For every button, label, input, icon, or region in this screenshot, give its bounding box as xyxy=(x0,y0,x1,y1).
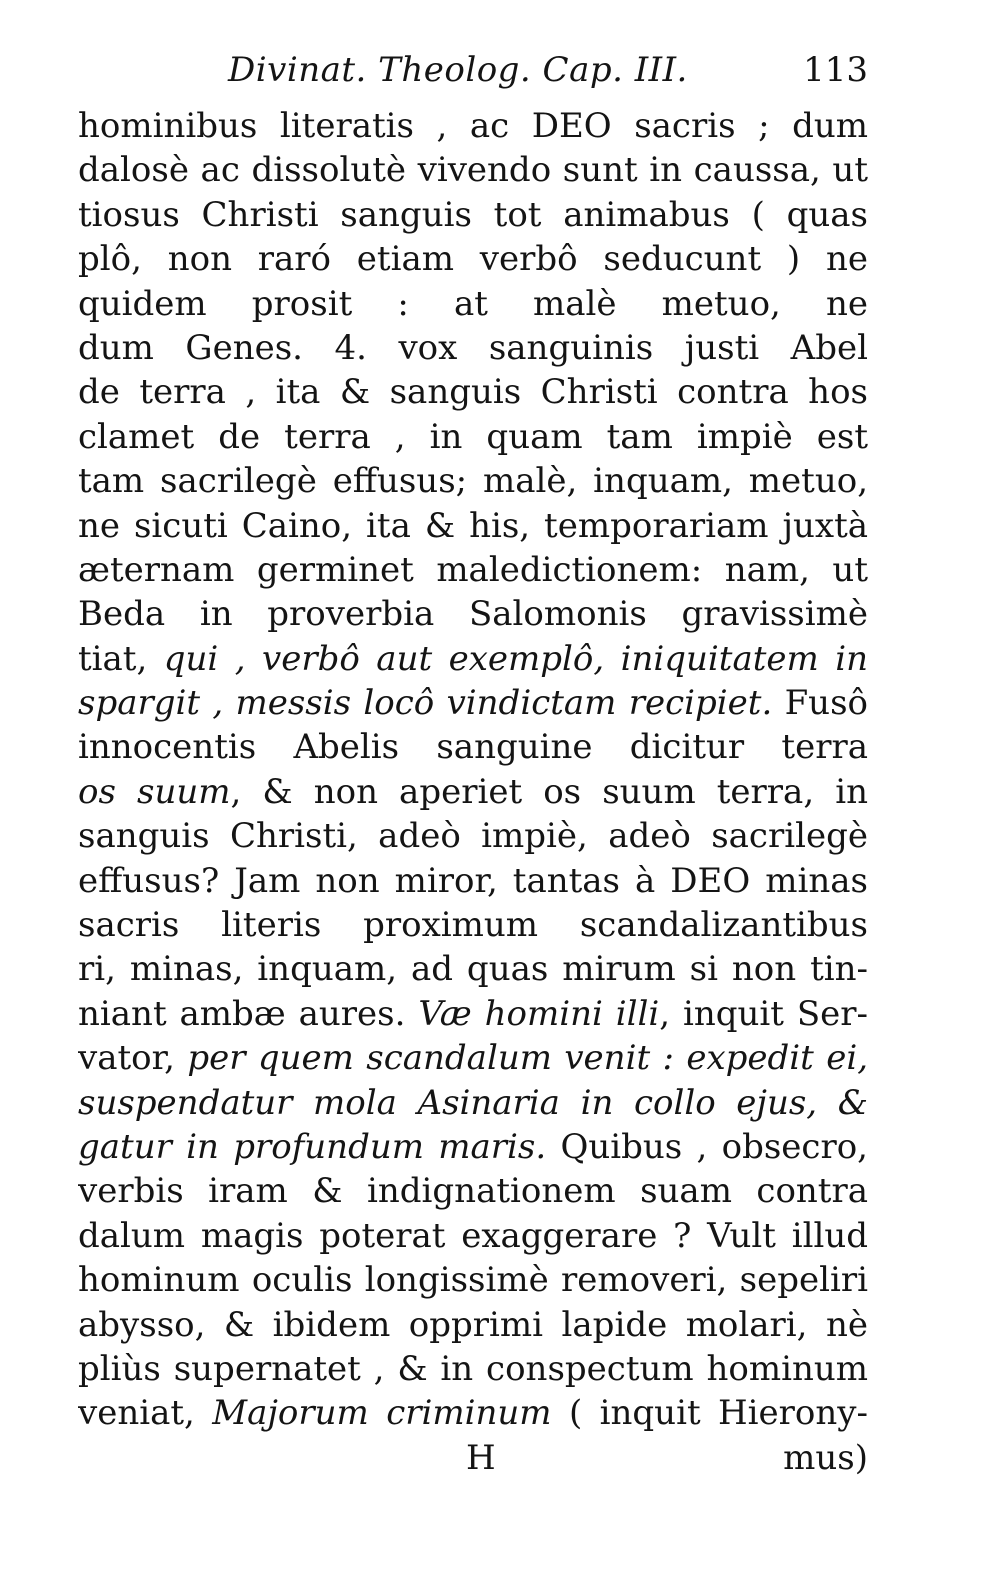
text-line xyxy=(78,859,868,903)
italic-text: gatur in profundum maris. xyxy=(78,1126,547,1167)
roman-text: Fusô xyxy=(772,683,868,724)
text-line xyxy=(78,237,868,281)
roman-text: veniat, xyxy=(78,1393,213,1434)
text-line xyxy=(78,415,868,459)
page-number: 113 xyxy=(803,50,868,90)
roman-text: tiat, xyxy=(78,638,164,679)
italic-text: Væ homini illi xyxy=(418,993,660,1034)
roman-text: ri, minas, inquam, ad quas mirum si non tin- xyxy=(78,949,868,990)
text-line xyxy=(78,725,868,769)
text-line xyxy=(78,459,868,503)
text-line xyxy=(78,814,868,858)
text-line xyxy=(78,770,868,814)
roman-text: pliùs supernatet , & in conspectum hominum xyxy=(78,1348,868,1389)
roman-text: verbis iram & indignationem suam contra xyxy=(78,1171,868,1212)
roman-text: niant ambæ aures. xyxy=(78,993,419,1034)
text-line xyxy=(78,504,868,548)
text-line xyxy=(78,637,868,681)
roman-text: effusus? Jam non miror, tantas à DEO minas xyxy=(78,860,868,901)
text-line xyxy=(78,548,868,592)
catchword: mus) xyxy=(783,1438,868,1478)
text-line xyxy=(78,1303,868,1347)
text-line xyxy=(78,326,868,370)
text-line xyxy=(78,104,868,148)
roman-text: , & non aperiet os suum terra, in xyxy=(230,771,868,812)
roman-text: Quibus , obsecro, xyxy=(546,1126,868,1167)
italic-text: suspendatur mola Asinaria in collo ejus, & xyxy=(78,1082,868,1123)
text-line xyxy=(78,193,868,237)
roman-text: dalosè ac dissolutè vivendo sunt in caussa, ut xyxy=(78,150,868,191)
text-line xyxy=(78,1214,868,1258)
roman-text: hominibus literatis , ac DEO sacris ; dum xyxy=(78,106,868,146)
roman-text: ne sicuti Caino, ita & his, temporariam juxtà xyxy=(78,505,868,546)
text-line xyxy=(78,1036,868,1080)
roman-text: de terra , ita & sanguis Christi contra hos xyxy=(78,372,868,413)
page-header xyxy=(78,50,868,100)
roman-text: innocentis Abelis sanguine dicitur terra xyxy=(78,727,868,768)
italic-text: per quem scandalum venit : expedit ei, xyxy=(187,1038,868,1079)
roman-text: , inquit Ser- xyxy=(659,993,868,1034)
text-line xyxy=(78,992,868,1036)
text-line xyxy=(78,1081,868,1125)
signature-mark: H xyxy=(466,1438,496,1478)
text-line xyxy=(78,148,868,192)
text-line xyxy=(78,947,868,991)
italic-text: os suum xyxy=(78,771,231,812)
text-line xyxy=(78,681,868,725)
roman-text: sacris literis proximum scandalizantibus xyxy=(78,905,868,946)
roman-text: tam sacrilegè effusus; malè, inquam, metuo, xyxy=(78,461,868,502)
roman-text: vator, xyxy=(78,1038,188,1079)
roman-text: sanguis Christi, adeò impiè, adeò sacrilegè xyxy=(78,816,868,857)
roman-text: plô, non raró etiam verbô seducunt ) ne xyxy=(78,239,868,280)
running-head: Divinat. Theolog. Cap. III. xyxy=(228,50,688,90)
text-line xyxy=(78,1391,868,1435)
roman-text: ( inquit Hierony- xyxy=(551,1393,868,1434)
text-line xyxy=(78,1258,868,1302)
roman-text: dum Genes. 4. vox sanguinis justi Abel xyxy=(78,327,868,368)
page-footer xyxy=(78,1438,868,1488)
text-line xyxy=(78,592,868,636)
roman-text: tiosus Christi sanguis tot animabus ( quas xyxy=(78,194,868,235)
roman-text: quidem prosit : at malè metuo, ne xyxy=(78,283,868,324)
text-line xyxy=(78,1347,868,1391)
body-text xyxy=(78,104,868,1436)
roman-text: abysso, & ibidem opprimi lapide molari, nè xyxy=(78,1304,868,1345)
text-line xyxy=(78,370,868,414)
roman-text: clamet de terra , in quam tam impiè est xyxy=(78,416,868,457)
roman-text: æternam germinet maledictionem: nam, ut xyxy=(78,549,868,590)
italic-text: qui , verbô aut exemplô, iniquitatem in xyxy=(163,638,868,679)
roman-text: hominum oculis longissimè removeri, sepeliri xyxy=(78,1260,868,1301)
text-line xyxy=(78,903,868,947)
italic-text: spargit , messis locô vindictam recipiet. xyxy=(78,683,773,724)
text-line xyxy=(78,282,868,326)
roman-text: Beda in proverbia Salomonis gravissimè xyxy=(78,594,868,635)
text-line xyxy=(78,1169,868,1213)
italic-text: Majorum criminum xyxy=(212,1393,552,1434)
roman-text: dalum magis poterat exaggerare ? Vult illud xyxy=(78,1215,868,1256)
text-line xyxy=(78,1125,868,1169)
